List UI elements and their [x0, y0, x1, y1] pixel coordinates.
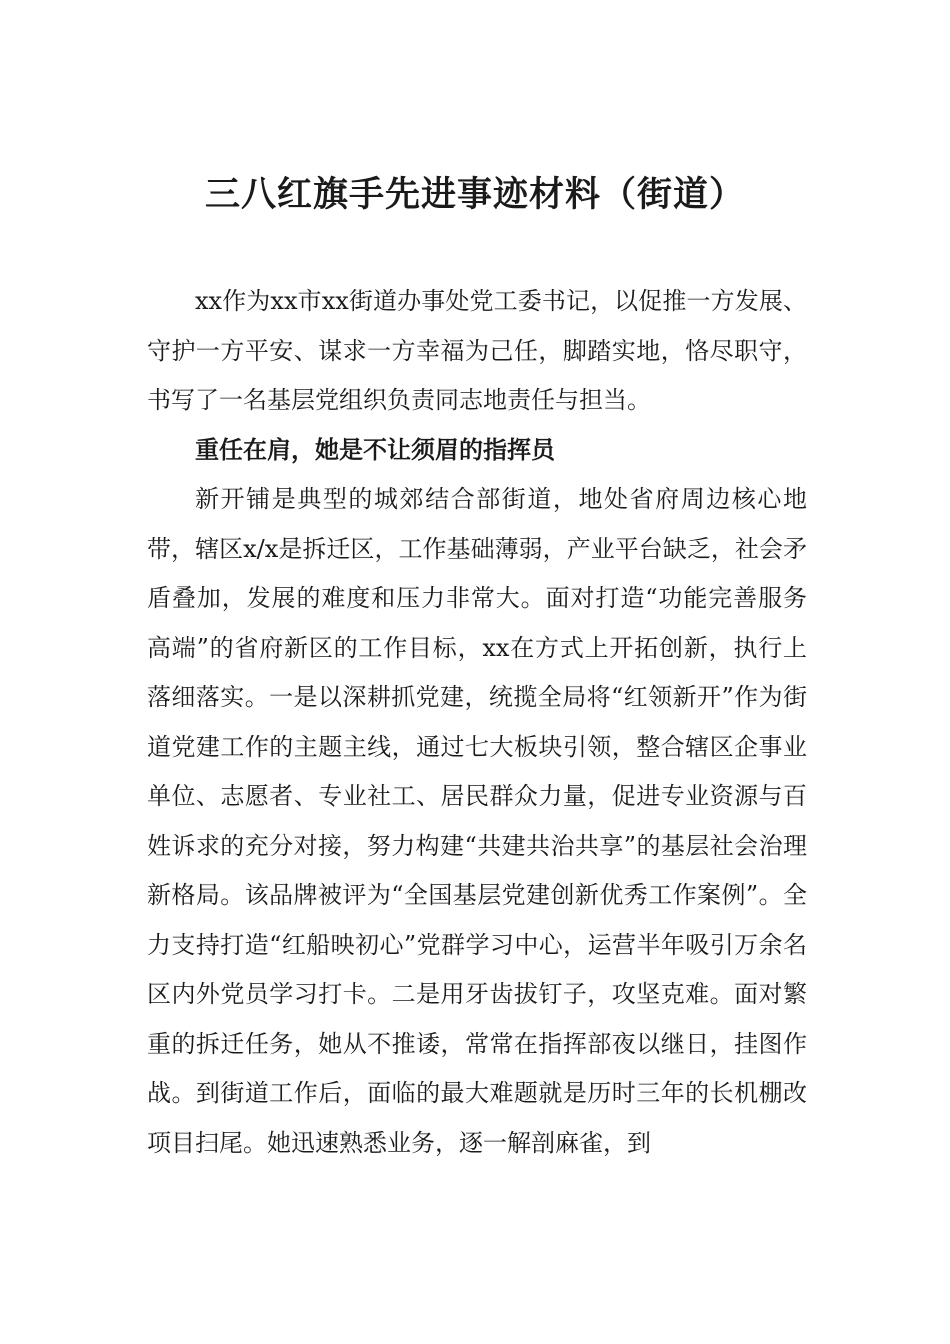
section-heading: 重任在肩，她是不让须眉的指挥员	[195, 435, 555, 464]
document-title: 三八红旗手先进事迹材料（街道）	[204, 174, 745, 215]
section-paragraph: 新开铺是典型的城郊结合部街道，地处省府周边核心地带，辖区x/x是拆迁区，工作基础薄弱，产业平台缺乏，社会矛盾叠加，发展的难度和压力非常大。面对打造“功能完善服务高端”的省府新区的工作目标，xx在方式上开拓创新，执行上落细落实。一是以深耕抓党建，统揽全局将“红领新开”作为街道党建工作的主题主线，通过七大板块引领，整合辖区企事业单位、志愿者、专业社工、居民群众力量，促进专业资源与百姓诉求的充分对接，努力构建“共建共治共享”的基层社会治理新格局。该品牌被评为“全国基层党建创新优秀工作案例”。全力支持打造“红船映初心”党群学习中心，运营半年吸引万余名区内外党员学习打卡。二是用牙齿拔钉子，攻坚克难。面对繁重的拆迁任务，她从不推诿，常常在指挥部夜以继日，挂图作战。到街道工作后，面临的最大难题就是历时三年的长机棚改项目扫尾。她迅速熟悉业务，逐一解剖麻雀，到	[147, 485, 807, 1157]
intro-paragraph: xx作为xx市xx街道办事处党工委书记，以促推一方发展、守护一方平安、谋求一方幸福为己任，脚踏实地，恪尽职守，书写了一名基层党组织负责同志地责任与担当。	[147, 287, 807, 414]
document-body	[147, 277, 807, 1168]
